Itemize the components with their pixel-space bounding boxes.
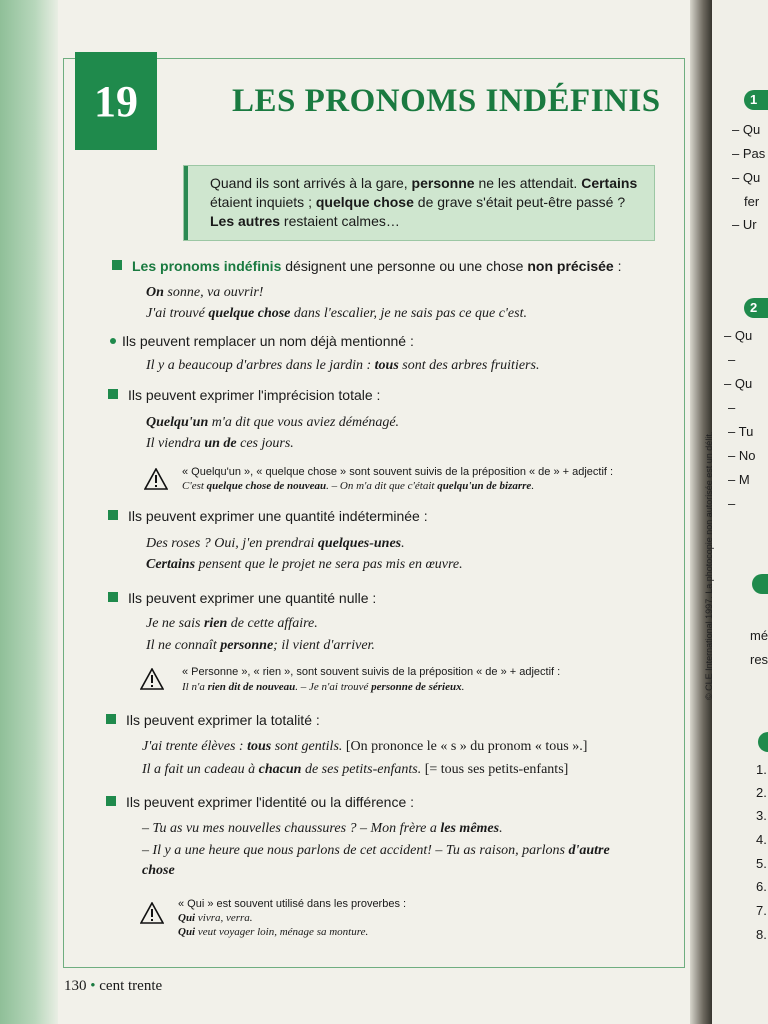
section-4-heading: Ils peuvent exprimer une quantité indéterminée : (128, 508, 428, 524)
page-title: LES PRONOMS INDÉFINIS (232, 83, 661, 119)
example-line: Quelqu'un m'a dit que vous aviez déménagé. (146, 415, 400, 430)
section-bullet (108, 592, 118, 602)
facing-line: 3. (756, 808, 767, 823)
sub-bullet (110, 338, 116, 344)
example-line: chose (142, 863, 175, 878)
example-line: J'ai trente élèves : tous sont gentils. [On prononce le « s » du pronom « tous ».] (142, 739, 588, 754)
facing-line: 8. (756, 927, 767, 942)
facing-line: – Qu (732, 122, 761, 137)
section-bullet (112, 260, 122, 270)
facing-line: fer (744, 194, 760, 209)
section-bullet (108, 510, 118, 520)
warning-icon (140, 668, 164, 690)
section-bullet (106, 796, 116, 806)
facing-line: – M (728, 472, 750, 487)
facing-line: – Pas (732, 146, 766, 161)
example-line: Il a fait un cadeau à chacun de ses petits-enfants. [= tous ses petits-enfants] (142, 762, 569, 777)
chapter-number: 19 (75, 52, 157, 150)
facing-line: 5. (756, 856, 767, 871)
example-line: – Il y a une heure que nous parlons de cet accident! – Tu as raison, parlons d'autre (142, 843, 610, 858)
facing-line: – Ur (732, 217, 757, 232)
facing-line: – (728, 352, 736, 367)
section-3-heading: Ils peuvent exprimer l'imprécision totale : (128, 387, 381, 403)
facing-line: 1. (756, 762, 767, 777)
facing-line: mé (750, 628, 768, 643)
note-line: Il n'a rien dit de nouveau. – Je n'ai trouvé personne de sérieux. (182, 681, 465, 693)
intro-line-2: étaient inquiets ; quelque chose de grave s'était peut-être passé ? (210, 194, 626, 210)
example-line: J'ai trouvé quelque chose dans l'escalier, je ne sais pas ce que c'est. (146, 306, 527, 321)
example-line: Je ne sais rien de cette affaire. (146, 616, 318, 631)
example-line: Il ne connaît personne; il vient d'arriver. (146, 638, 375, 653)
facing-line: 6. (756, 879, 767, 894)
section-bullet (108, 389, 118, 399)
section-2-heading: Ils peuvent remplacer un nom déjà mentionné : (122, 333, 414, 349)
example-line: Des roses ? Oui, j'en prendrai quelques-unes. (146, 536, 405, 551)
page-footer: 130 • cent trente (64, 978, 163, 994)
example-line: On sonne, va ouvrir! (146, 285, 264, 300)
note-line: « Quelqu'un », « quelque chose » sont souvent suivis de la préposition « de » + adjectif : (182, 466, 614, 478)
facing-line: – (728, 400, 736, 415)
page-edge (0, 0, 58, 1024)
copyright-notice: © CLE International 1997. La photocopie non autorisée est un délit. (704, 431, 714, 700)
note-line: Qui veut voyager loin, ménage sa monture. (178, 926, 369, 938)
section-5-heading: Ils peuvent exprimer une quantité nulle : (128, 590, 377, 606)
facing-line: – Qu (732, 170, 761, 185)
facing-line: – No (728, 448, 756, 463)
intro-line-1: Quand ils sont arrivés à la gare, personne ne les attendait. Certains (210, 175, 638, 191)
example-line: Il y a beaucoup d'arbres dans le jardin : tous sont des arbres fruitiers. (146, 358, 540, 373)
note-line: « Personne », « rien », sont souvent suivis de la préposition « de » + adjectif : (182, 666, 561, 678)
example-line: – Tu as vu mes nouvelles chaussures ? – Mon frère a les mêmes. (142, 821, 503, 836)
example-line: Certains pensent que le projet ne sera pas mis en œuvre. (146, 557, 463, 572)
example-line: Il viendra un de ces jours. (146, 436, 294, 451)
note-line: « Qui » est souvent utilisé dans les proverbes : (178, 898, 407, 910)
facing-line: 2. (756, 785, 767, 800)
note-line: C'est quelque chose de nouveau. – On m'a dit que c'était quelqu'un de bizarre. (182, 480, 535, 492)
exercise-badge-4 (758, 732, 768, 752)
facing-line: res (750, 652, 768, 667)
facing-line: 4. (756, 832, 767, 847)
section-bullet (106, 714, 116, 724)
section-1-heading: Les pronoms indéfinis désignent une personne ou une chose non précisée : (132, 258, 622, 274)
warning-icon (144, 468, 168, 490)
warning-icon (140, 902, 164, 924)
facing-line: 7. (756, 903, 767, 918)
facing-line: – Qu (724, 328, 753, 343)
facing-line: – (728, 496, 736, 511)
facing-line: – Tu (728, 424, 754, 439)
facing-line: – Qu (724, 376, 753, 391)
note-line: Qui vivra, verra. (178, 912, 253, 924)
section-7-heading: Ils peuvent exprimer l'identité ou la différence : (126, 794, 415, 810)
intro-example-box (184, 166, 654, 240)
exercise-number-1: 1 (750, 92, 758, 107)
intro-line-3: Les autres restaient calmes… (210, 213, 400, 229)
page-number-words: cent trente (99, 978, 163, 994)
section-6-heading: Ils peuvent exprimer la totalité : (126, 712, 320, 728)
page-number: 130 (64, 978, 87, 994)
facing-page (712, 0, 768, 1024)
exercise-badge-3 (752, 574, 768, 594)
exercise-number-2: 2 (750, 300, 758, 315)
